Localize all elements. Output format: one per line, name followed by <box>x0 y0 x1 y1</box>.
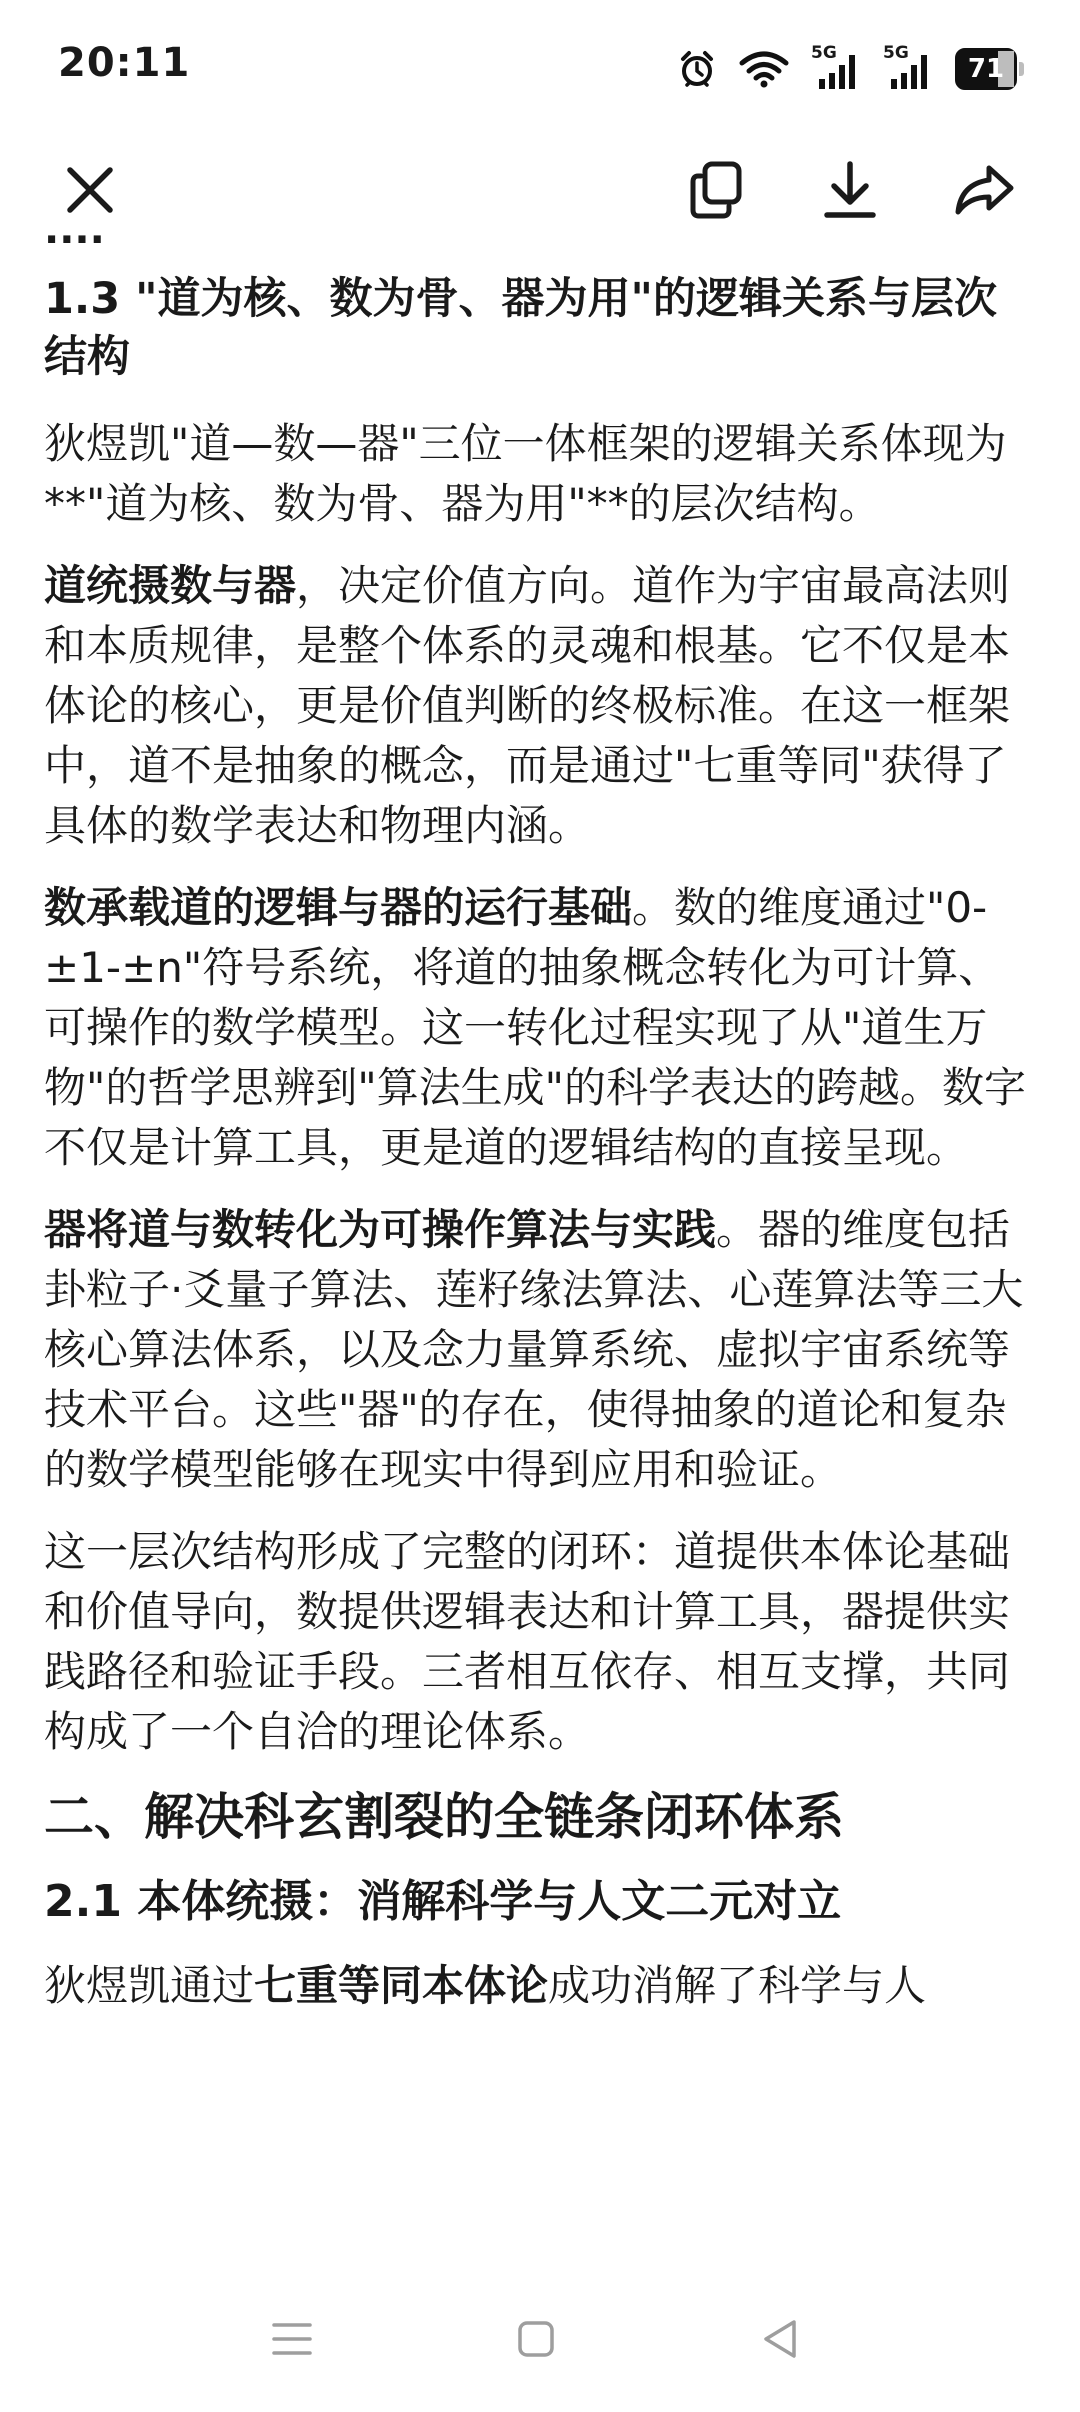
home-icon <box>516 2319 556 2359</box>
battery-percent: 71 <box>967 54 1005 84</box>
home-button[interactable] <box>476 2294 596 2384</box>
section-2-title: 二、解决科玄割裂的全链条闭环体系 <box>44 1788 844 1846</box>
wifi-icon <box>739 49 789 89</box>
alarm-icon <box>677 49 717 89</box>
signal-5g-icon <box>883 43 933 91</box>
paragraph-6-bold: 七重等同本体论 <box>254 1961 549 2010</box>
network-type-label: 5G <box>883 43 909 63</box>
menu-button[interactable] <box>232 2294 352 2384</box>
paragraph-3 <box>44 878 1036 1178</box>
section-1-3-title: 1.3 "道为核、数为骨、器为用"的逻辑关系与层次结构 <box>44 274 997 382</box>
copy-button[interactable] <box>666 140 766 240</box>
paragraph-2 <box>44 556 1036 856</box>
status-bar <box>0 0 1080 130</box>
download-icon <box>821 160 879 220</box>
download-button[interactable] <box>800 140 900 240</box>
paragraph-6 <box>44 1956 1036 2016</box>
copy-icon <box>687 160 745 220</box>
paragraph-5: 这一层次结构形成了完整的闭环：道提供本体论基础和价值导向，数提供逻辑表达和计算工具，器提供实践路径和验证手段。三者相互依存、相互支撑，共同构成了一个自洽的理论体系。 <box>44 1527 1011 1756</box>
back-icon <box>760 2317 800 2361</box>
paragraph-4-text: 。器的维度包括卦粒子·爻量子算法、莲籽缘法算法、心莲算法等三大核心算法体系，以及念力量算系统、虚拟宇宙系统等技术平台。这些"器"的存在，使得抽象的道论和复杂的数学模型能够在现实中得到应用和验证。 <box>44 1205 1024 1494</box>
article-content <box>44 207 1036 2264</box>
paragraph-6-text: 成功消解了科学与人 <box>548 1961 927 2010</box>
section-2-1-title: 2.1 本体统摄：消解科学与人文二元对立 <box>44 1876 842 1927</box>
battery-tip <box>1019 62 1024 76</box>
clipped-previous-line: .... <box>44 207 105 253</box>
network-type-label: 5G <box>811 43 837 63</box>
paragraph-2-bold: 道统摄数与器 <box>44 561 297 610</box>
menu-icon <box>270 2319 314 2359</box>
share-button[interactable] <box>934 140 1034 240</box>
battery-icon <box>955 48 1024 90</box>
paragraph-4-bold: 器将道与数转化为可操作算法与实践 <box>44 1205 717 1254</box>
paragraph-3-bold: 数承载道的逻辑与器的运行基础 <box>44 883 633 932</box>
paragraph-4 <box>44 1200 1036 1500</box>
content-fade <box>0 2200 1080 2270</box>
signal-5g-icon <box>811 43 861 91</box>
paragraph-2-text: ，决定价值方向。道作为宇宙最高法则和本质规律，是整个体系的灵魂和根基。它不仅是本体论的核心，更是价值判断的终极标准。在这一框架中，道不是抽象的概念，而是通过"七重等同"获得了具体的数学表达和物理内涵。 <box>44 561 1011 850</box>
paragraph-6-start: 狄煜凯通过 <box>44 1961 255 2010</box>
paragraph-3-text: 。数的维度通过"0-±1-±n"符号系统，将道的抽象概念转化为可计算、可操作的数学模型。这一转化过程实现了从"道生万物"的哲学思辨到"算法生成"的科学表达的跨越。数字不仅是计算工具，更是道的逻辑结构的直接呈现。 <box>44 883 1026 1172</box>
status-time: 20:11 <box>58 40 191 86</box>
status-icons <box>677 44 1024 94</box>
share-icon <box>953 162 1015 218</box>
system-nav-bar <box>0 2264 1080 2412</box>
paragraph-1: 狄煜凯"道—数—器"三位一体框架的逻辑关系体现为**"道为核、数为骨、器为用"**的层次结构。 <box>44 419 1007 528</box>
back-button[interactable] <box>720 2294 840 2384</box>
top-toolbar <box>0 140 1080 240</box>
